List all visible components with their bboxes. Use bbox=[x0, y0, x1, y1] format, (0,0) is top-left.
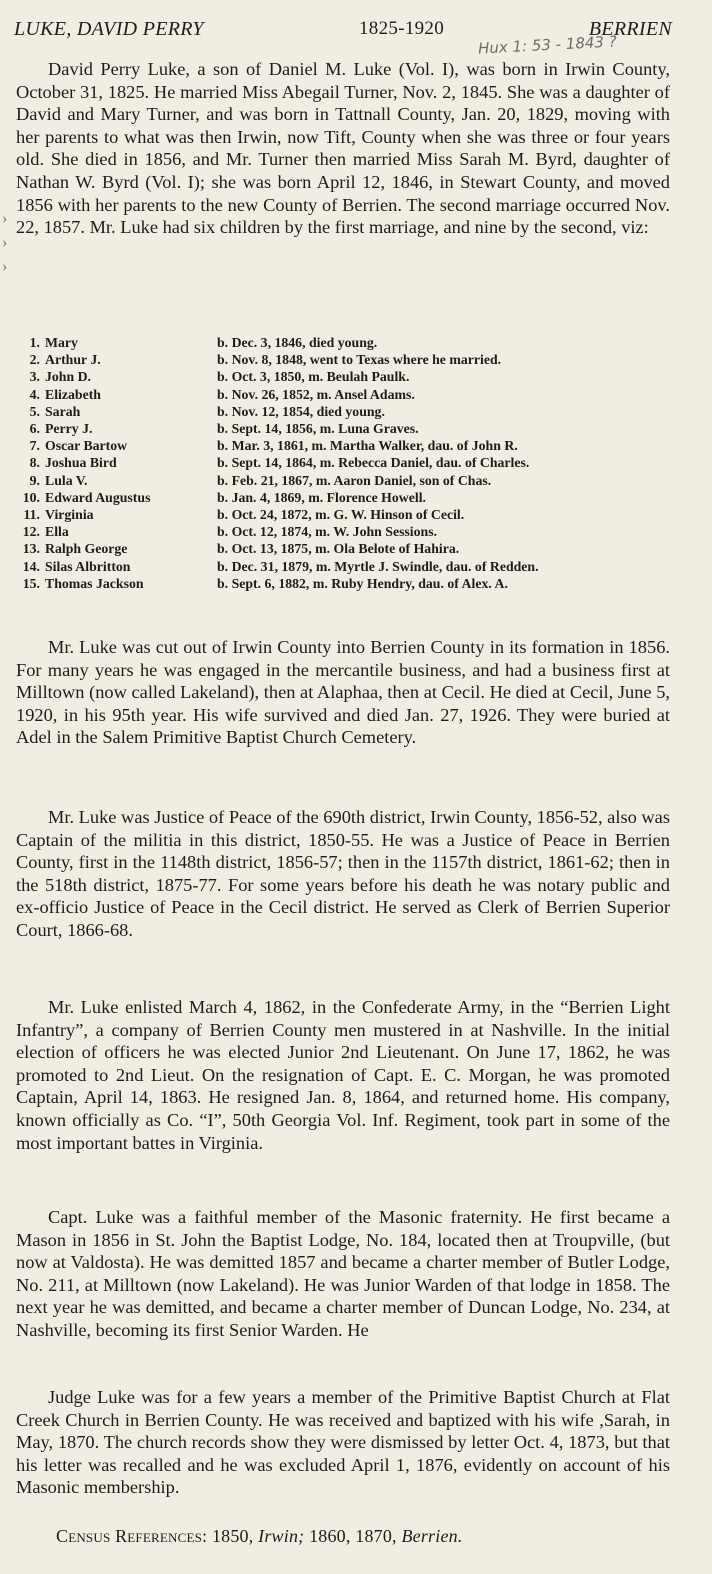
child-detail: b. Sept. 14, 1864, m. Rebecca Daniel, dau. of Charles. bbox=[217, 455, 530, 471]
child-number: 10. bbox=[22, 489, 40, 505]
child-number: 12. bbox=[22, 524, 40, 540]
child-row bbox=[16, 420, 676, 437]
child-row bbox=[16, 523, 676, 540]
child-row bbox=[16, 575, 676, 592]
census-year-1850: 1850, bbox=[211, 1526, 254, 1546]
child-row bbox=[16, 454, 676, 471]
child-detail: b. Jan. 4, 1869, m. Florence Howell. bbox=[217, 489, 426, 505]
child-name: Perry J. bbox=[45, 421, 93, 437]
child-name: Ralph George bbox=[45, 541, 128, 557]
child-row bbox=[16, 386, 676, 403]
census-place-irwin: Irwin; bbox=[258, 1526, 305, 1546]
child-detail: b. Feb. 21, 1867, m. Aaron Daniel, son of Chas. bbox=[217, 472, 492, 488]
child-row bbox=[16, 506, 676, 523]
child-name: Oscar Bartow bbox=[45, 438, 128, 454]
child-number: 8. bbox=[29, 455, 40, 471]
header-name: LUKE, DAVID PERRY bbox=[14, 18, 204, 40]
child-name: Joshua Bird bbox=[45, 455, 117, 471]
child-name: Thomas Jackson bbox=[45, 575, 144, 591]
child-detail: b. Oct. 24, 1872, m. G. W. Hinson of Cecil. bbox=[217, 507, 465, 523]
child-number: 5. bbox=[29, 403, 40, 419]
child-row bbox=[16, 368, 676, 385]
child-row bbox=[16, 472, 676, 489]
census-references bbox=[56, 1526, 463, 1547]
child-name: Sarah bbox=[45, 403, 81, 419]
child-name: Edward Augustus bbox=[45, 489, 151, 505]
child-number: 9. bbox=[29, 472, 40, 488]
census-label: Census References: bbox=[56, 1526, 208, 1546]
justice-paragraph: Mr. Luke was Justice of Peace of the 690th district, Irwin County, 1856-52, also was Captain of the militia in this district, 1850-55. He was a Justice of Peace in Berrien County, first in the 1148th district, 1856-57; then in the 1157th district, 1861-62; then in the 518th district, 1875-77. For some years before his death he was notary public and ex-officio Justice of Peace in the Cecil district. He served as Clerk of Berrien Superior Court, 1866-68. bbox=[16, 807, 670, 940]
child-name: Mary bbox=[45, 335, 78, 350]
child-detail: b. Mar. 3, 1861, m. Martha Walker, dau. of John R. bbox=[217, 438, 518, 454]
child-name: Elizabeth bbox=[45, 386, 101, 402]
child-detail: b. Nov. 12, 1854, died young. bbox=[217, 403, 385, 419]
child-detail: b. Dec. 3, 1846, died young. bbox=[217, 335, 378, 350]
margin-mark: › bbox=[2, 210, 8, 227]
header-county: BERRIEN bbox=[588, 18, 672, 40]
child-detail: b. Sept. 14, 1856, m. Luna Graves. bbox=[217, 421, 419, 437]
header-years: 1825-1920 bbox=[359, 18, 445, 39]
child-row bbox=[16, 489, 676, 506]
intro-paragraph: David Perry Luke, a son of Daniel M. Luke (Vol. I), was born in Irwin County, October 31, 1825. He married Miss Abegail Turner, Nov. 2, 1845. She was a daughter of David and Mary Turner, and was born in Tattnall County, Jan. 20, 1829, moving with her parents to what was then Irwin, now Tift, County when she was three or four years old. She died in 1856, and Mr. Turner then married Miss Sarah M. Byrd, daughter of Nathan W. Byrd (Vol. I); she was born April 12, 1846, in Stewart County, and moved 1856 with her parents to the new County of Berrien. The second marriage occurred Nov. 22, 1857. Mr. Luke had six children by the first marriage, and nine by the second, viz: bbox=[16, 59, 670, 238]
child-name: Lula V. bbox=[45, 472, 88, 488]
margin-mark: › bbox=[2, 258, 8, 275]
masonic-paragraph: Capt. Luke was a faithful member of the Masonic fraternity. He first became a Mason in 1856 in St. John the Baptist Lodge, No. 184, located then at Troupville, (but now at Valdosta). He was demitted 1857 and became a charter member of Butler Lodge, No. 211, at Milltown (now Lakeland). He was Junior Warden of that lodge in 1858. The next year he was demitted, and became a charter member of Duncan Lodge, No. 234, at Nashville, becoming its first Senior Warden. He bbox=[16, 1207, 670, 1340]
child-detail: b. Sept. 6, 1882, m. Ruby Hendry, dau. of Alex. A. bbox=[217, 575, 508, 591]
handwritten-note: Hux 1: 53 - 1843 ? bbox=[477, 32, 618, 58]
child-number: 1. bbox=[29, 335, 40, 350]
child-row bbox=[16, 558, 676, 575]
child-number: 2. bbox=[29, 352, 40, 368]
child-number: 11. bbox=[23, 507, 40, 523]
child-name: Virginia bbox=[45, 507, 94, 523]
child-number: 13. bbox=[22, 541, 40, 557]
child-name: John D. bbox=[45, 369, 92, 385]
child-detail: b. Oct. 3, 1850, m. Beulah Paulk. bbox=[217, 369, 410, 385]
margin-mark: › bbox=[2, 234, 8, 251]
child-number: 14. bbox=[22, 558, 40, 574]
child-name: Arthur J. bbox=[45, 352, 101, 368]
child-detail: b. Oct. 12, 1874, m. W. John Sessions. bbox=[217, 524, 438, 540]
child-row bbox=[16, 437, 676, 454]
child-detail: b. Dec. 31, 1879, m. Myrtle J. Swindle, dau. of Redden. bbox=[217, 558, 539, 574]
child-detail: b. Nov. 26, 1852, m. Ansel Adams. bbox=[217, 386, 415, 402]
child-row bbox=[16, 540, 676, 557]
census-place-berrien: Berrien. bbox=[401, 1526, 463, 1546]
child-number: 15. bbox=[22, 575, 40, 591]
child-number: 6. bbox=[29, 421, 40, 437]
business-paragraph: Mr. Luke was cut out of Irwin County into Berrien County in its formation in 1856. For many years he was engaged in the mercantile business, and had a business first at Milltown (now called Lakeland), then at Alaphaa, then at Cecil. He died at Cecil, June 5, 1920, in his 95th year. His wife survived and died Jan. 27, 1926. They were buried at Adel in the Salem Primitive Baptist Church Cemetery. bbox=[16, 637, 670, 748]
military-paragraph: Mr. Luke enlisted March 4, 1862, in the Confederate Army, in the “Berrien Light Infantry”, a company of Berrien County men mustered in at Nashville. In the initial election of officers he was elected Junior 2nd Lieutenant. On June 17, 1862, he was promoted to 2nd Lieut. On the resignation of Capt. E. C. Morgan, he was promoted Captain, April 14, 1863. He resigned Jan. 8, 1864, and returned home. His company, known officially as Co. “I”, 50th Georgia Vol. Inf. Regiment, took part in some of the most important battes in Virginia. bbox=[16, 997, 670, 1153]
child-number: 3. bbox=[29, 369, 40, 385]
census-years-1860-1870: 1860, 1870, bbox=[309, 1526, 397, 1546]
child-row bbox=[16, 351, 676, 368]
child-row bbox=[16, 334, 676, 351]
child-name: Silas Albritton bbox=[45, 558, 131, 574]
child-detail: b. Oct. 13, 1875, m. Ola Belote of Hahira. bbox=[217, 541, 460, 557]
child-name: Ella bbox=[45, 524, 69, 540]
child-number: 7. bbox=[29, 438, 40, 454]
children-list bbox=[16, 334, 676, 592]
church-paragraph: Judge Luke was for a few years a member of the Primitive Baptist Church at Flat Creek Church in Berrien County. He was received and baptized with his wife ,Sarah, in May, 1870. The church records show they were dismissed by letter Oct. 4, 1873, but that his letter was recalled and he was excluded April 1, 1876, evidently on account of his Masonic membership. bbox=[16, 1387, 670, 1498]
child-row bbox=[16, 403, 676, 420]
child-detail: b. Nov. 8, 1848, went to Texas where he married. bbox=[217, 352, 502, 368]
child-number: 4. bbox=[29, 386, 40, 402]
